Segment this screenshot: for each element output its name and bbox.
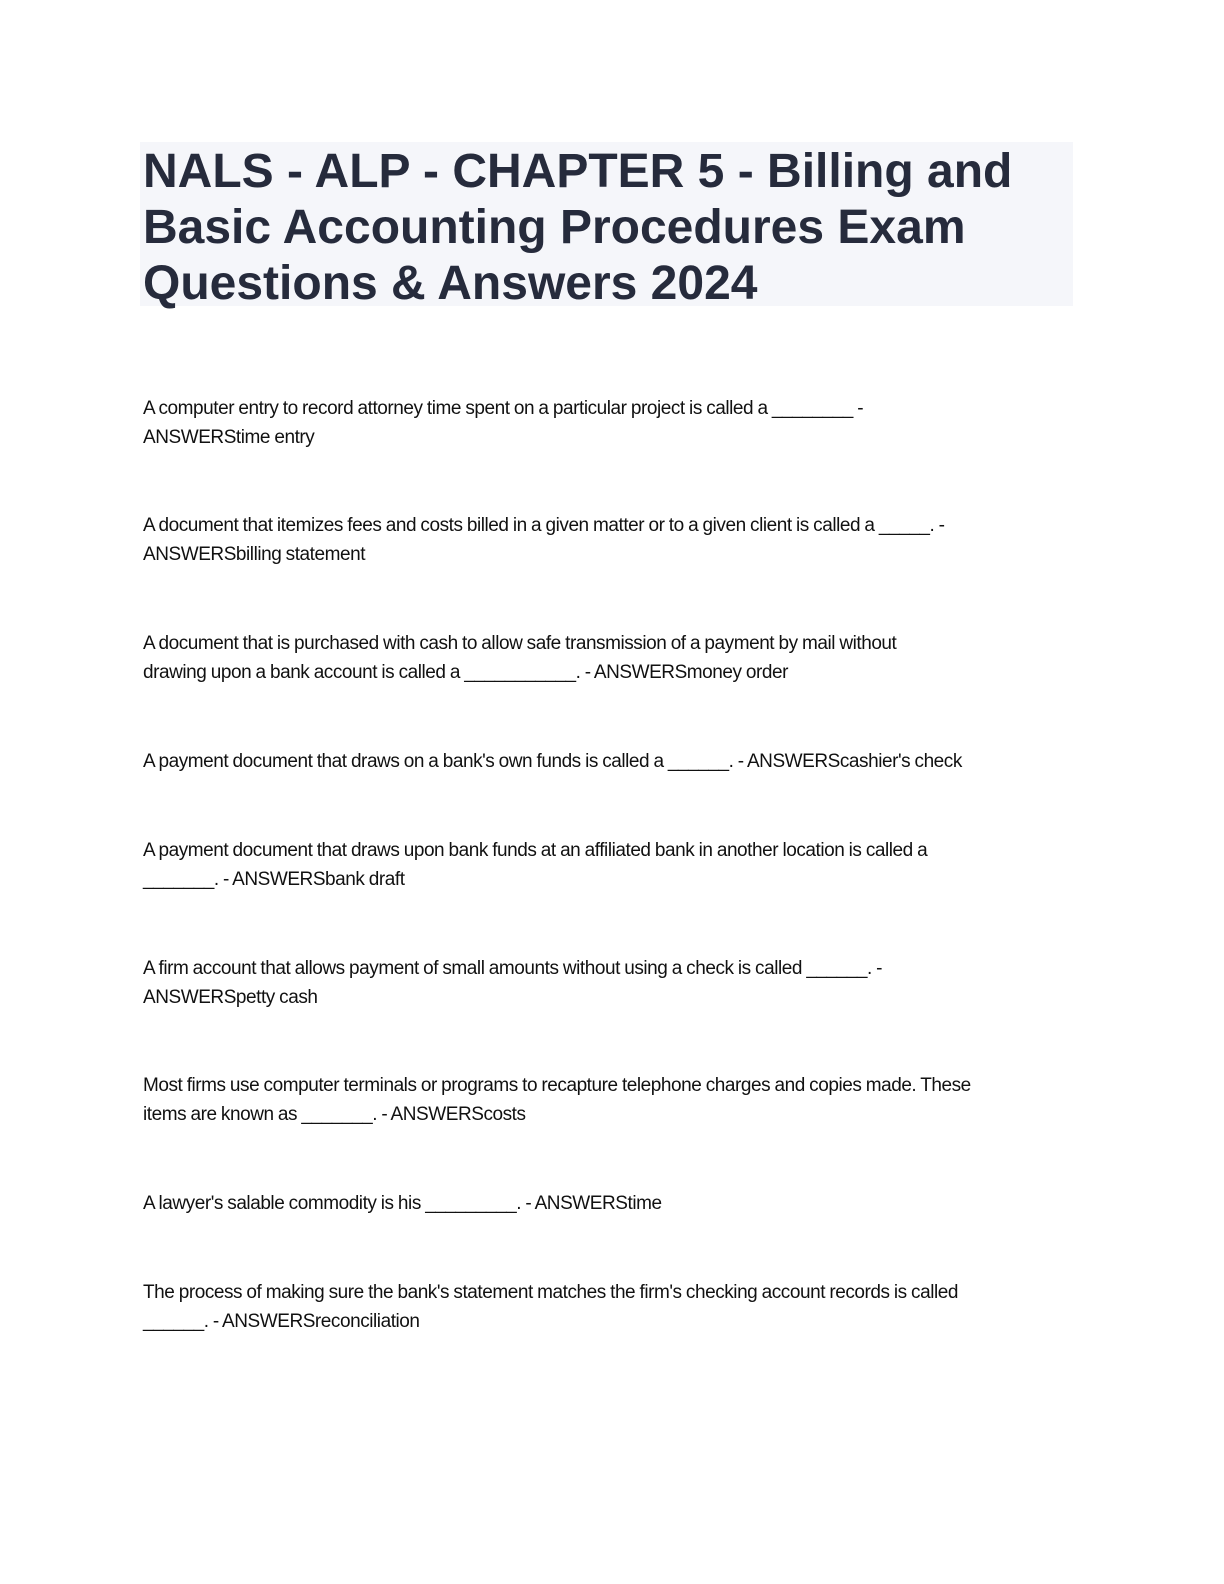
qa-line: A computer entry to record attorney time spent on a particular project is called a ________ - — [143, 398, 864, 419]
qa-line: Most firms use computer terminals or programs to recapture telephone charges and copies made. These — [143, 1075, 971, 1096]
title-line-1: NALS - ALP - CHAPTER 5 - Billing and — [143, 145, 1013, 198]
qa-item-9 — [143, 1278, 1078, 1336]
qa-item-5 — [143, 836, 1078, 894]
qa-line: ANSWERSpetty cash — [143, 987, 318, 1008]
qa-line: A firm account that allows payment of small amounts without using a check is called ______. - — [143, 958, 883, 979]
title-banner — [140, 142, 1073, 310]
qa-line: ANSWERStime entry — [143, 427, 315, 448]
qa-line: A payment document that draws on a bank's own funds is called a ______. - ANSWERScashier's check — [143, 751, 962, 772]
title-line-2: Basic Accounting Procedures Exam — [143, 201, 966, 254]
qa-line: items are known as _______. - ANSWERScosts — [143, 1104, 526, 1125]
qa-line: The process of making sure the bank's statement matches the firm's checking account records is called — [143, 1282, 958, 1303]
document-title — [143, 144, 1073, 312]
qa-line: drawing upon a bank account is called a ___________. - ANSWERSmoney order — [143, 662, 789, 683]
qa-item-2 — [143, 511, 1078, 569]
qa-line: A document that is purchased with cash to allow safe transmission of a payment by mail without — [143, 633, 897, 654]
qa-item-6 — [143, 954, 1078, 1012]
qa-line: ANSWERSbilling statement — [143, 544, 366, 565]
title-line-3: Questions & Answers 2024 — [143, 257, 758, 310]
qa-item-4 — [143, 747, 1078, 776]
qa-item-3 — [143, 629, 1078, 687]
qa-line: ______. - ANSWERSreconciliation — [143, 1311, 420, 1332]
qa-item-1 — [143, 394, 1078, 452]
qa-line: A payment document that draws upon bank funds at an affiliated bank in another location is called a — [143, 840, 928, 861]
qa-line: _______. - ANSWERSbank draft — [143, 869, 405, 890]
qa-line: A document that itemizes fees and costs billed in a given matter or to a given client is called a _____. - — [143, 515, 945, 536]
qa-item-7 — [143, 1071, 1078, 1129]
qa-item-8 — [143, 1189, 1078, 1218]
qa-line: A lawyer's salable commodity is his _________. - ANSWERStime — [143, 1193, 662, 1214]
